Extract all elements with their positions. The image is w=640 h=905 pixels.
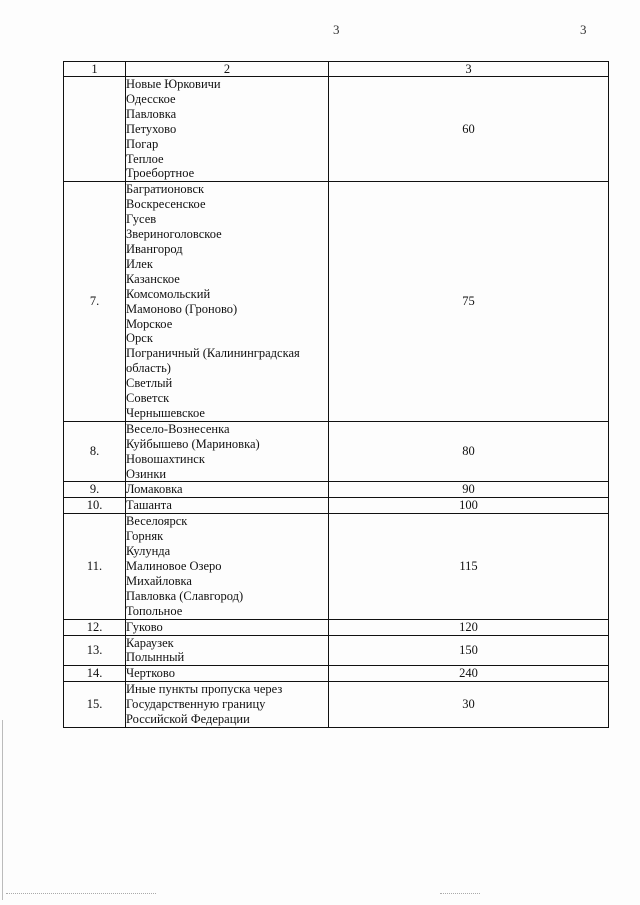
table-row [64, 182, 609, 422]
checkpoint-list [126, 514, 329, 619]
checkpoint-name: Советск [126, 391, 170, 406]
checkpoint-name: Теплое [126, 151, 164, 166]
checkpoint-name: Павловка (Славгород) [126, 588, 244, 603]
row-number: 7. [64, 182, 126, 422]
checkpoint-name: Мамоново (Гроново) [126, 301, 238, 316]
checkpoint-name: Куйбышево (Мариновка) [126, 436, 260, 451]
checkpoint-name: Петухово [126, 121, 177, 136]
rate-value: 80 [329, 421, 609, 482]
row-number: 11. [64, 514, 126, 619]
rate-value: 30 [329, 682, 609, 728]
checkpoint-name: Светлый [126, 376, 173, 391]
row-number: 8. [64, 421, 126, 482]
checkpoint-list [126, 421, 329, 482]
checkpoint-name: Иные пункты пропуска через [126, 682, 283, 697]
table-row [64, 635, 609, 666]
checkpoint-name: Воскресенское [126, 197, 206, 212]
row-number: 12. [64, 619, 126, 635]
checkpoint-list [126, 482, 329, 498]
checkpoint-name: Чернышевское [126, 405, 205, 420]
checkpoint-list [126, 77, 329, 182]
checkpoint-name: Одесское [126, 91, 176, 106]
header-row [64, 62, 609, 77]
scan-footer-mark [440, 893, 480, 900]
rate-value: 100 [329, 498, 609, 514]
checkpoint-name: Звериноголовское [126, 227, 222, 242]
header-col-3: 3 [329, 62, 609, 77]
table-row [64, 666, 609, 682]
row-number: 10. [64, 498, 126, 514]
checkpoint-name: Государственную границу [126, 697, 266, 712]
header-col-1: 1 [64, 62, 126, 77]
checkpoint-name: Орск [126, 331, 153, 346]
rate-value: 60 [329, 77, 609, 182]
checkpoint-list [126, 635, 329, 666]
row-number: 13. [64, 635, 126, 666]
checkpoint-list [126, 666, 329, 682]
page-number: 3 [333, 22, 340, 37]
page-number-corner: 3 [580, 22, 587, 37]
checkpoint-list [126, 498, 329, 514]
checkpoint-name: Полынный [126, 650, 185, 665]
checkpoint-name: Гуково [126, 619, 163, 634]
checkpoint-list [126, 619, 329, 635]
rate-value: 240 [329, 666, 609, 682]
checkpoint-name: Весело-Вознесенка [126, 421, 230, 436]
rate-value: 90 [329, 482, 609, 498]
checkpoint-name: Ломаковка [126, 482, 183, 497]
checkpoint-name: Малиновое Озеро [126, 559, 222, 573]
table-row [64, 482, 609, 498]
checkpoint-name: Погар [126, 136, 159, 151]
checkpoint-list [126, 182, 329, 422]
checkpoint-name: Чертково [126, 666, 175, 681]
checkpoint-name: Гусев [126, 212, 157, 227]
checkpoint-list [126, 682, 329, 728]
rate-value: 75 [329, 182, 609, 422]
checkpoint-name: Морское [126, 316, 173, 331]
rate-value: 120 [329, 619, 609, 635]
table-row [64, 682, 609, 728]
checkpoint-name: Ташанта [126, 498, 172, 513]
checkpoint-name: Ивангород [126, 241, 183, 256]
table-body [64, 77, 609, 728]
checkpoint-name: Веселоярск [126, 514, 188, 529]
rates-table [63, 61, 609, 728]
checkpoint-name: Пограничный (Калининградская область) [126, 346, 300, 376]
rate-value: 115 [329, 514, 609, 619]
row-number: 15. [64, 682, 126, 728]
rate-value: 150 [329, 635, 609, 666]
checkpoint-name: Казанское [126, 271, 180, 286]
table-row [64, 619, 609, 635]
checkpoint-name: Комсомольский [126, 286, 211, 301]
table-row [64, 498, 609, 514]
checkpoint-name: Новошахтинск [126, 451, 205, 466]
checkpoint-name: Новые Юрковичи [126, 77, 221, 91]
row-number: 14. [64, 666, 126, 682]
checkpoint-name: Озинки [126, 466, 167, 481]
checkpoint-name: Горняк [126, 529, 164, 544]
header-col-2: 2 [126, 62, 329, 77]
row-number [64, 77, 126, 182]
checkpoint-name: Российской Федерации [126, 712, 250, 727]
checkpoint-name: Караузек [126, 635, 174, 650]
checkpoint-name: Михайловка [126, 573, 192, 588]
checkpoint-name: Кулунда [126, 544, 171, 559]
checkpoint-name: Илек [126, 256, 153, 271]
checkpoint-name: Топольное [126, 603, 183, 618]
table-row [64, 77, 609, 182]
scan-footer-mark [6, 893, 156, 900]
row-number: 9. [64, 482, 126, 498]
table-row [64, 421, 609, 482]
checkpoint-name: Багратионовск [126, 182, 205, 197]
table-row [64, 514, 609, 619]
checkpoint-name: Троебортное [126, 166, 195, 181]
checkpoint-name: Павловка [126, 106, 177, 121]
scan-margin-line [2, 720, 3, 900]
